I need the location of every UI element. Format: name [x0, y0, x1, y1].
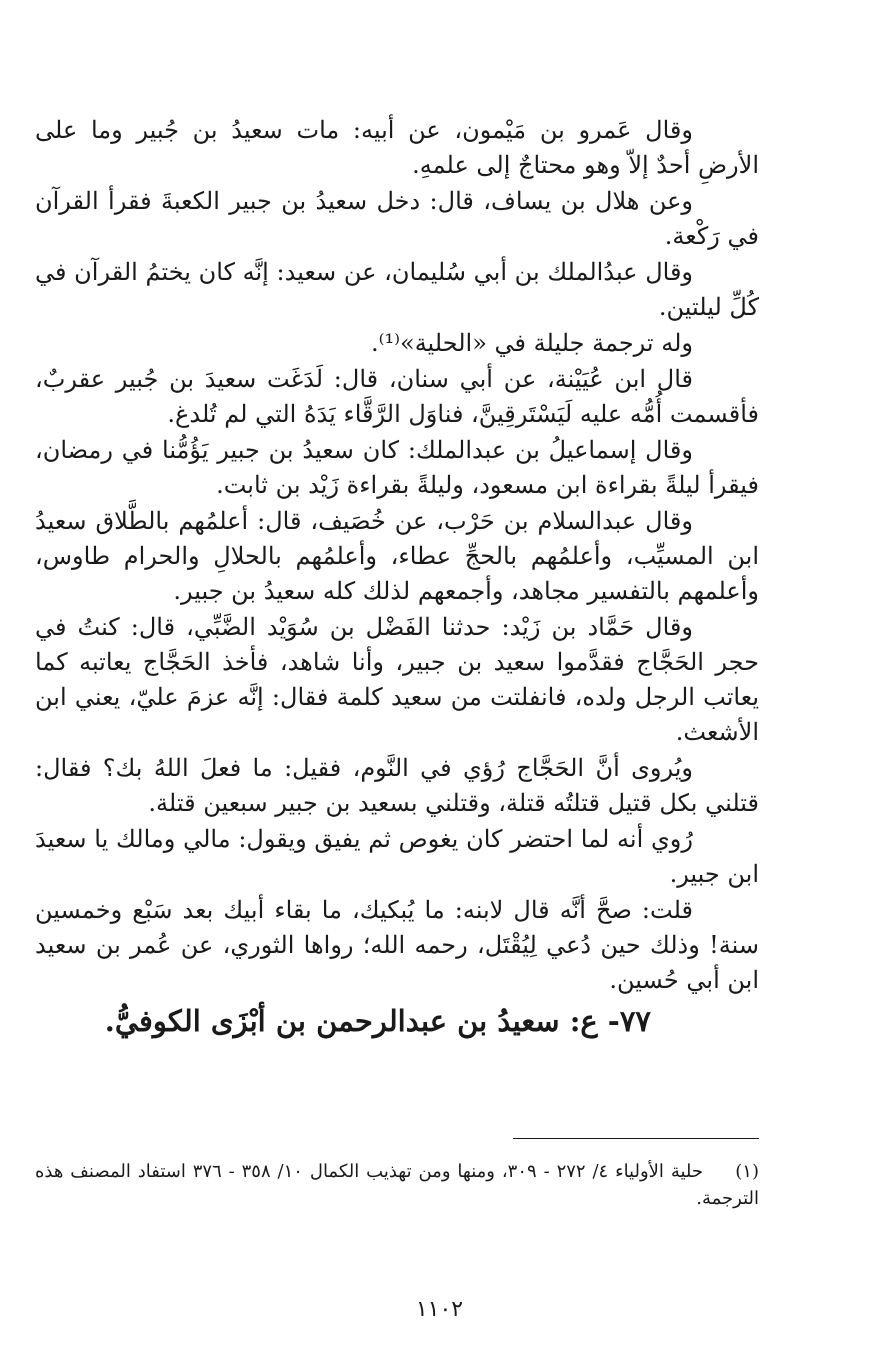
paragraph-abdulmalik: وقال عبدُالملك بن أبي سُليمان، عن سعيد: إنَّه كان يختمُ القرآن في كُلِّ ليلتين. — [35, 258, 759, 321]
paragraph-abdulsalam: وقال عبدالسلام بن حَرْب، عن خُصَيف، قال: أعلمُهم بالطَّلاق سعيدُ ابن المسيِّب، وأعلمُهم بالحجِّ عطاء، وأعلمُهم بالحلالِ والحرام طاوس، وأعلمهم بالتفسير مجاهد، وأجمعهم لذلك كله سعيدُ بن جبير. — [35, 507, 759, 605]
main-text — [35, 113, 759, 1040]
paragraph-hilal-bin-yasaf: وعن هلال بن يساف، قال: دخل سعيدُ بن جبير الكعبةَ فقرأ القرآن في رَكْعة. — [35, 187, 759, 250]
paragraph-hajjaj-dream: ويُروى أنَّ الحَجَّاج رُؤي في النَّوم، فقيل: ما فعلَ اللهُ بك؟ فقال: قتلني بكل قتيل قتلتُه قتلة، وقتلني بسعيد بن جبير سبعين قتلة. — [35, 754, 759, 817]
page-number: ١١٠٢ — [415, 1297, 464, 1322]
footnote-divider — [513, 1138, 759, 1139]
footnote — [35, 1158, 759, 1212]
paragraph-ismail: وقال إسماعيلُ بن عبدالملك: كان سعيدُ بن جبير يَؤُمُّنا في رمضان، فيقرأ ليلةً بقراءة ابن مسعود، وليلةً بقراءة زَيْد بن ثابت. — [35, 436, 759, 499]
paragraph-hammad: وقال حَمَّاد بن زَيْد: حدثنا الفَضْل بن سُوَيْد الضَّبِّي، قال: كنتُ في حجر الحَجَّاج فقدَّموا سعيد بن جبير، وأنا شاهد، فأخذ الحَجَّاج يعاتبه كما يعاتب الرجل ولده، فانفلتت من سعيد كلمة فقال: إنَّه عزمَ عليّ، يعني ابن الأشعث. — [35, 613, 759, 746]
footnote-text: حلية الأولياء ٤/ ٢٧٢ - ٣٠٩، ومنها ومن تهذيب الكمال ١٠/ ٣٥٨ - ٣٧٦ استفاد المصنف هذه الترجمة. — [35, 1161, 759, 1209]
paragraph-amr-bin-maymun: وقال عَمرو بن مَيْمون، عن أبيه: مات سعيدُ بن جُبير وما على الأرضِ أحدٌ إلاّ وهو محتاجٌ إلى علمهِ. — [35, 116, 759, 179]
paragraph-author-note: قلت: صحَّ أنَّه قال لابنه: ما يُبكيك، ما بقاء أبيك بعد سَبْع وخمسين سنة! وذلك حين دُعي لِيُقْتَل، رحمه الله؛ رواها الثوري، عن عُمر بن سعيد ابن أبي حُسين. — [35, 896, 759, 994]
paragraph-ibn-uyayna: قال ابن عُيَيْنة، عن أبي سنان، قال: لَدَغَت سعيدَ بن جُبير عقربٌ، فأقسمت أُمُّه عليه لَيَسْتَرقِينَّ، فناوَل الرَّقَّاء يَدَهُ التي لم تُلدغ. — [35, 365, 759, 428]
paragraph-death-words: رُوي أنه لما احتضر كان يغوص ثم يفيق ويقول: مالي ومالك يا سعيدَ ابن جبير. — [35, 825, 759, 888]
paragraph-hilya-reference: وله ترجمة جليلة في «الحلية»⁽¹⁾. — [370, 329, 693, 357]
entry-heading: ٧٧- ع: سعيدُ بن عبدالرحمن بن أبْزَى الكوفيُّ. — [104, 1004, 651, 1038]
footnote-number: (١) — [735, 1161, 759, 1182]
